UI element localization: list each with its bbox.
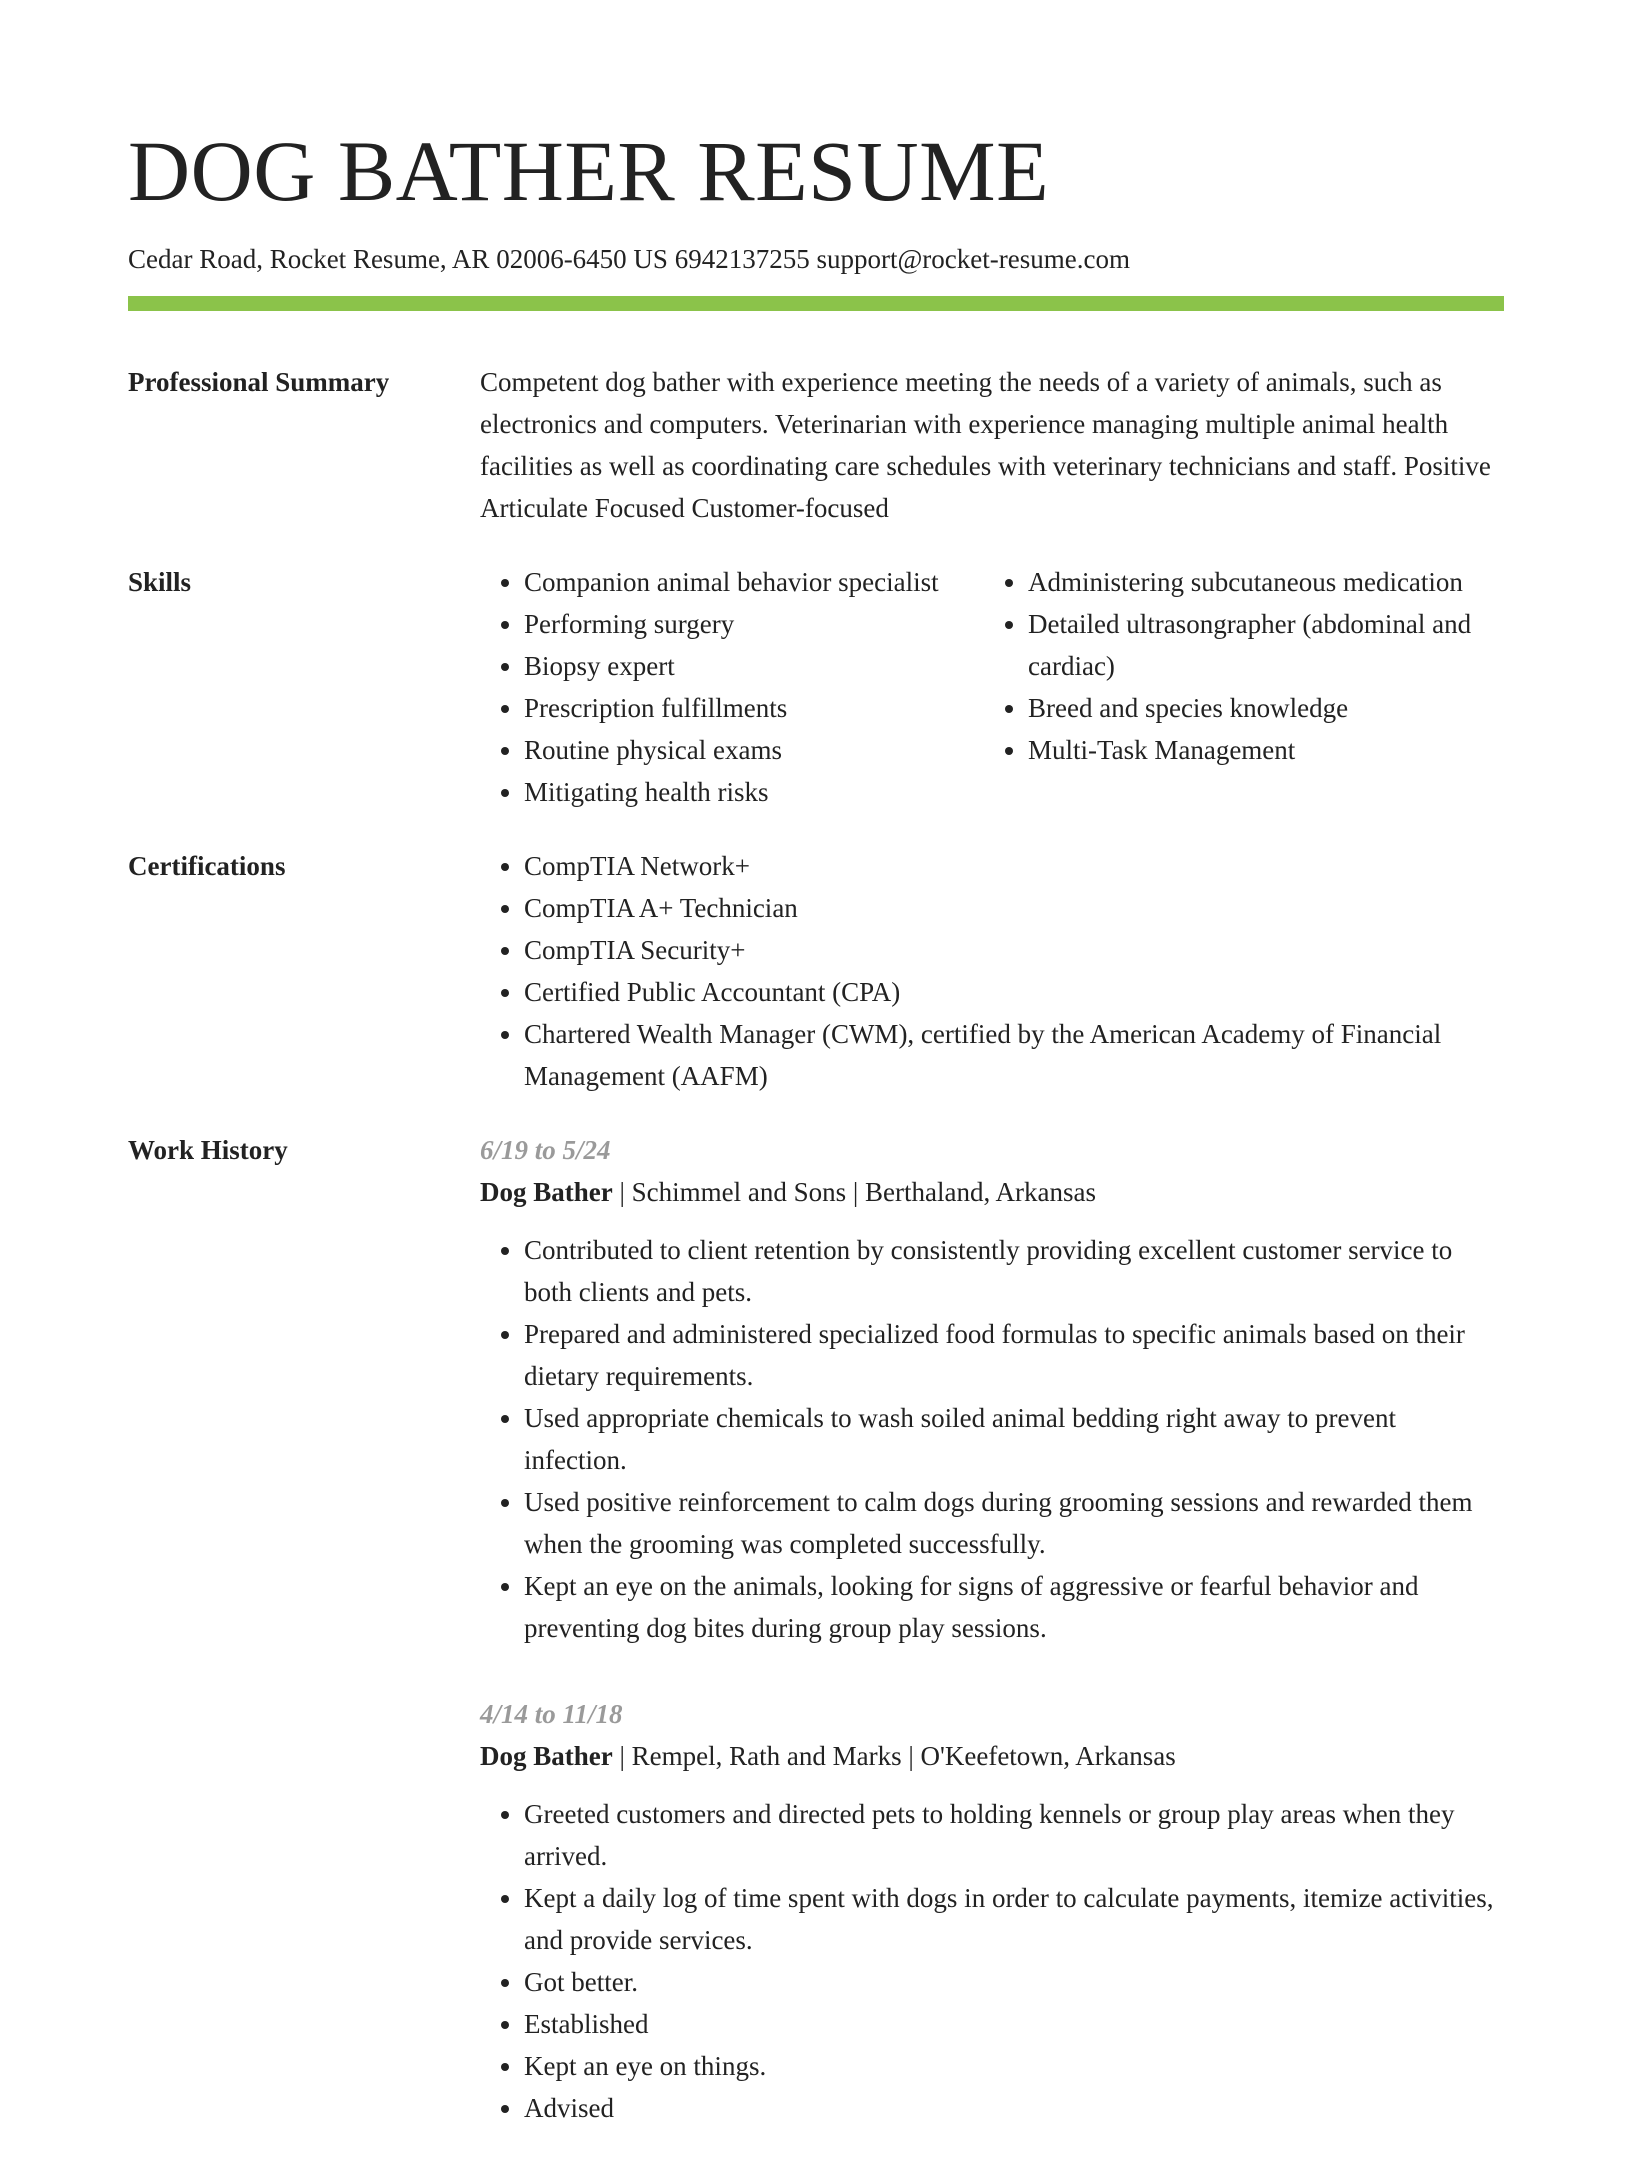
certification-item: • CompTIA Network+ [524,845,1504,887]
job-bullet: • Prepared and administered specialized food formulas to specific animals based on their dietary requirements. [524,1313,1504,1397]
job-bullet: • Kept a daily log of time spent with dogs in order to calculate payments, itemize activities, and provide services. [524,1877,1504,1961]
skills-list-column-1 [480,561,984,813]
job-bullet: • Contributed to client retention by consistently providing excellent customer service to both clients and pets. [524,1229,1504,1313]
section-label-summary: Professional Summary [128,367,390,397]
job-bullet: • Used positive reinforcement to calm dogs during grooming sessions and rewarded them when the grooming was completed successfully. [524,1481,1504,1565]
job-title: Dog Bather [480,1177,613,1207]
skill-item: • Breed and species knowledge [1028,687,1486,729]
certifications-section [128,845,1504,1097]
job-bullet: • Advised [524,2087,1504,2129]
certification-item: • Chartered Wealth Manager (CWM), certified by the American Academy of Financial Management (AAFM) [524,1013,1504,1097]
contact-line: Cedar Road, Rocket Resume, AR 02006-6450 US 6942137255 support@rocket-resume.com [128,244,1130,274]
certification-item: • CompTIA Security+ [524,929,1504,971]
skill-item: • Multi-Task Management [1028,729,1486,771]
certification-item: • Certified Public Accountant (CPA) [524,971,1504,1013]
job-heading [480,1171,1504,1213]
job-entry [480,1693,1504,2129]
resume-page [128,0,1504,2173]
section-label-skills: Skills [128,567,192,597]
certifications-list [480,845,1504,1097]
job-employer-location: | Schimmel and Sons | Berthaland, Arkansas [612,1177,1096,1207]
job-employer-location: | Rempel, Rath and Marks | O'Keefetown, Arkansas [612,1741,1176,1771]
job-heading [480,1735,1504,1777]
skill-item: • Biopsy expert [524,645,984,687]
job-dates: 4/14 to 11/18 [480,1699,623,1729]
skill-item: • Mitigating health risks [524,771,984,813]
job-bullet: • Got better. [524,1961,1504,2003]
accent-divider [128,296,1504,311]
section-label-work-history: Work History [128,1135,288,1165]
job-bullet: • Established [524,2003,1504,2045]
page-title: DOG BATHER RESUME [128,123,1050,219]
skill-item: • Companion animal behavior specialist [524,561,984,603]
job-bullet: • Kept an eye on things. [524,2045,1504,2087]
skill-item: • Routine physical exams [524,729,984,771]
skill-item: • Administering subcutaneous medication [1028,561,1486,603]
job-dates: 6/19 to 5/24 [480,1135,611,1165]
skills-section [128,561,1504,813]
job-bullet: • Greeted customers and directed pets to holding kennels or group play areas when they arrived. [524,1793,1504,1877]
job-bullets [480,1229,1504,1649]
skill-item: • Performing surgery [524,603,984,645]
job-entry [480,1129,1504,1649]
section-label-certifications: Certifications [128,851,286,881]
skills-list-column-2 [984,561,1486,813]
job-bullet: • Used appropriate chemicals to wash soiled animal bedding right away to prevent infection. [524,1397,1504,1481]
job-title: Dog Bather [480,1741,613,1771]
job-bullet: • Kept an eye on the animals, looking for signs of aggressive or fearful behavior and preventing dog bites during group play sessions. [524,1565,1504,1649]
certification-item: • CompTIA A+ Technician [524,887,1504,929]
summary-text: Competent dog bather with experience meeting the needs of a variety of animals, such as electronics and computers. Veterinarian with experience managing multiple animal health facilities as well as coordinating care schedules with veterinary technicians and staff. Positive Articulate Focused Customer-focused [480,367,1491,523]
job-bullets [480,1793,1504,2129]
professional-summary-section [128,361,1504,529]
skill-item: • Prescription fulfillments [524,687,984,729]
skill-item: • Detailed ultrasongrapher (abdominal and cardiac) [1028,603,1486,687]
work-history-section [128,1129,1504,2173]
